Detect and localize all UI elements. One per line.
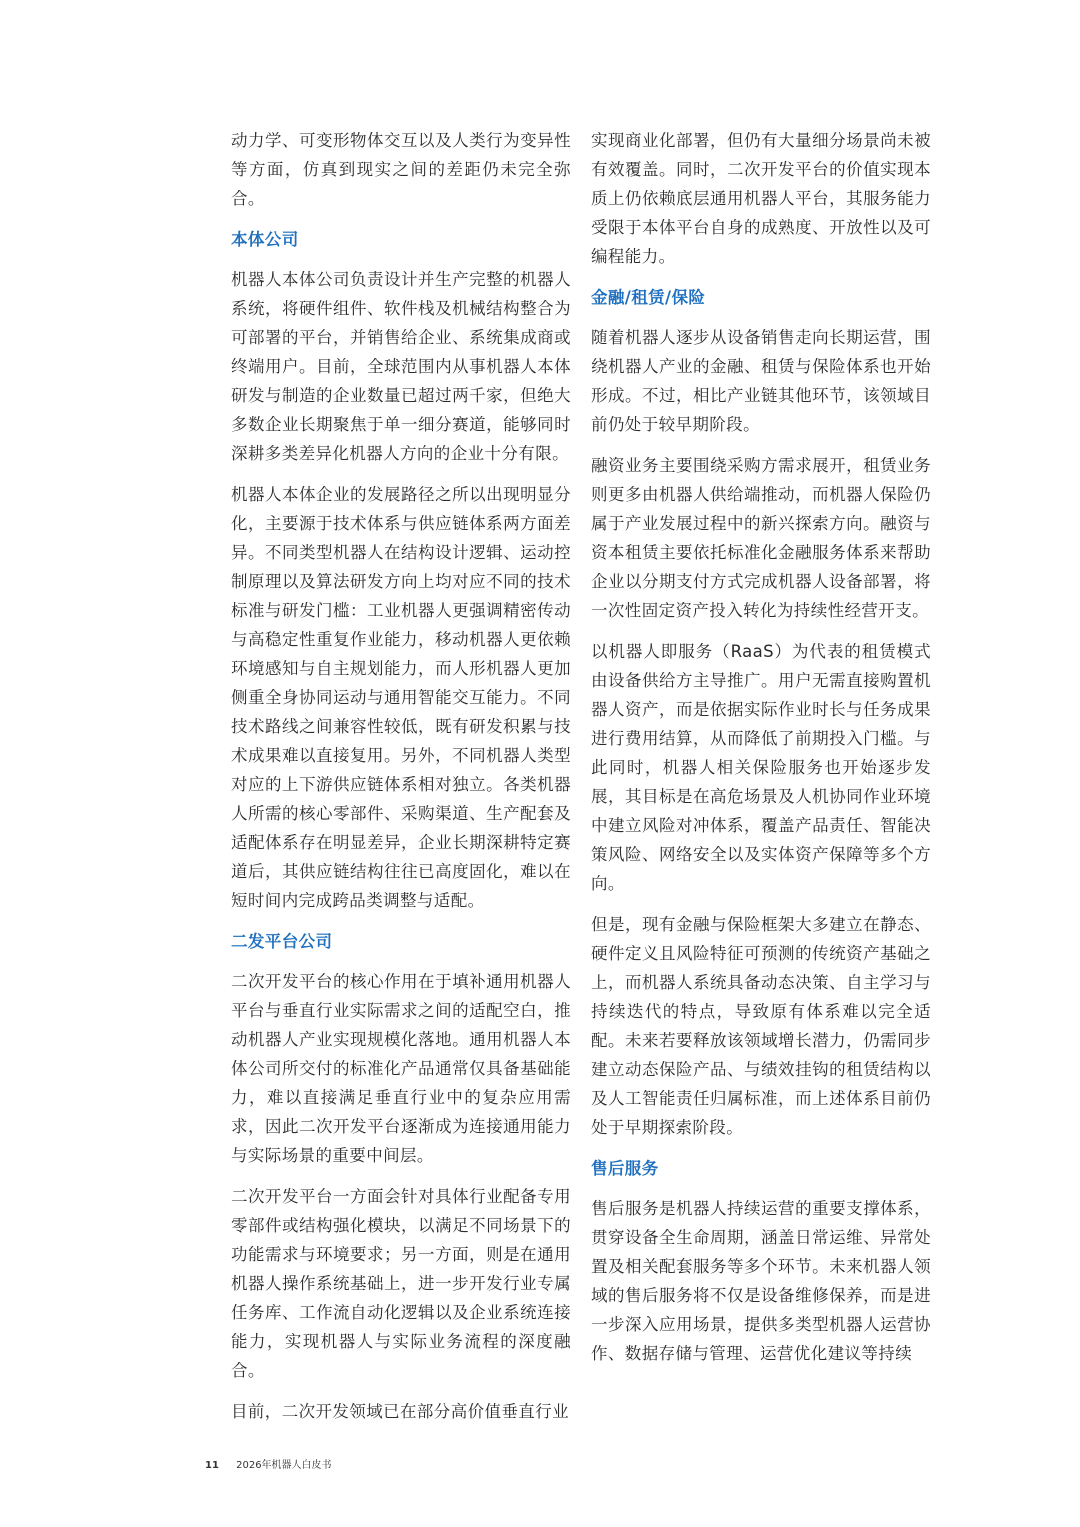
paragraph: 二次开发平台一方面会针对具体行业配备专用零部件或结构强化模块，以满足不同场景下的功能需求与环境要求；另一方面，则是在通用机器人操作系统基础上，进一步开发行业专属任务库、工作流自动化逻辑以及企业系统连接能力，实现机器人与实际业务流程的深度融合。: [231, 1187, 571, 1380]
section-heading-secondary-dev-platforms: 二发平台公司: [231, 932, 333, 951]
paragraph: 售后服务是机器人持续运营的重要支撑体系，贯穿设备全生命周期，涵盖日常运维、异常处置及相关配套服务等多个环节。未来机器人领域的售后服务将不仅是设备维修保养，而是进一步深入应用场景，提供多类型机器人运营协作、数据存储与管理、运营优化建议等持续: [591, 1199, 931, 1363]
section-heading-finance-leasing-insurance: 金融/租赁/保险: [591, 288, 706, 307]
paragraph: 机器人本体公司负责设计并生产完整的机器人系统，将硬件组件、软件栈及机械结构整合为可部署的平台，并销售给企业、系统集成商或终端用户。目前，全球范围内从事机器人本体研发与制造的企业数量已超过两千家，但绝大多数企业长期聚焦于单一细分赛道，能够同时深耕多类差异化机器人方向的企业十分有限。: [231, 270, 571, 463]
paragraph: 但是，现有金融与保险框架大多建立在静态、硬件定义且风险特征可预测的传统资产基础之上，而机器人系统具备动态决策、自主学习与持续迭代的特点，导致原有体系难以完全适配。未来若要释放该领域增长潜力，仍需同步建立动态保险产品、与绩效挂钩的租赁结构以及人工智能责任归属标准，而上述体系目前仍处于早期探索阶段。: [591, 915, 931, 1137]
paragraph: 目前，二次开发领域已在部分高价值垂直行业: [231, 1402, 569, 1421]
page-number: 11: [205, 1460, 219, 1471]
paragraph: 实现商业化部署，但仍有大量细分场景尚未被有效覆盖。同时，二次开发平台的价值实现本质上仍依赖底层通用机器人平台，其服务能力受限于本体平台自身的成熟度、开放性以及可编程能力。: [591, 131, 931, 266]
paragraph: 以机器人即服务（RaaS）为代表的租赁模式由设备供给方主导推广。用户无需直接购置机器人资产，而是依据实际作业时长与任务成果进行费用结算，从而降低了前期投入门槛。与此同时，机器人相关保险服务也开始逐步发展，其目标是在高危场景及人机协同作业环境中建立风险对冲体系，覆盖产品责任、智能决策风险、网络安全以及实体资产保障等多个方向。: [591, 642, 931, 893]
left-column: [231, 126, 571, 1438]
paragraph: 融资业务主要围绕采购方需求展开，租赁业务则更多由机器人供给端推动，而机器人保险仍属于产业发展过程中的新兴探索方向。融资与资本租赁主要依托标准化金融服务体系来帮助企业以分期支付方式完成机器人设备部署，将一次性固定资产投入转化为持续性经营开支。: [591, 456, 931, 620]
paragraph: 二次开发平台的核心作用在于填补通用机器人平台与垂直行业实际需求之间的适配空白，推动机器人产业实现规模化落地。通用机器人本体公司所交付的标准化产品通常仅具备基础能力，难以直接满足垂直行业中的复杂应用需求，因此二次开发平台逐渐成为连接通用能力与实际场景的重要中间层。: [231, 972, 571, 1165]
right-column: [591, 126, 931, 1380]
paragraph: 动力学、可变形物体交互以及人类行为变异性等方面，仿真到现实之间的差距仍未完全弥合。: [231, 131, 571, 208]
publication-title: 2026年机器人白皮书: [236, 1460, 332, 1471]
section-heading-body-companies: 本体公司: [231, 230, 299, 249]
paragraph: 随着机器人逐步从设备销售走向长期运营，围绕机器人产业的金融、租赁与保险体系也开始形成。不过，相比产业链其他环节，该领域目前仍处于较早期阶段。: [591, 328, 931, 434]
section-heading-after-sales: 售后服务: [591, 1159, 659, 1178]
paragraph: 机器人本体企业的发展路径之所以出现明显分化，主要源于技术体系与供应链体系两方面差异。不同类型机器人在结构设计逻辑、运动控制原理以及算法研发方向上均对应不同的技术标准与研发门槛：工业机器人更强调精密传动与高稳定性重复作业能力，移动机器人更依赖环境感知与自主规划能力，而人形机器人更加侧重全身协同运动与通用智能交互能力。不同技术路线之间兼容性较低，既有研发积累与技术成果难以直接复用。另外，不同机器人类型对应的上下游供应链体系相对独立。各类机器人所需的核心零部件、采购渠道、生产配套及适配体系存在明显差异，企业长期深耕特定赛道后，其供应链结构往往已高度固化，难以在短时间内完成跨品类调整与适配。: [231, 485, 571, 910]
page-footer: [205, 1459, 332, 1473]
